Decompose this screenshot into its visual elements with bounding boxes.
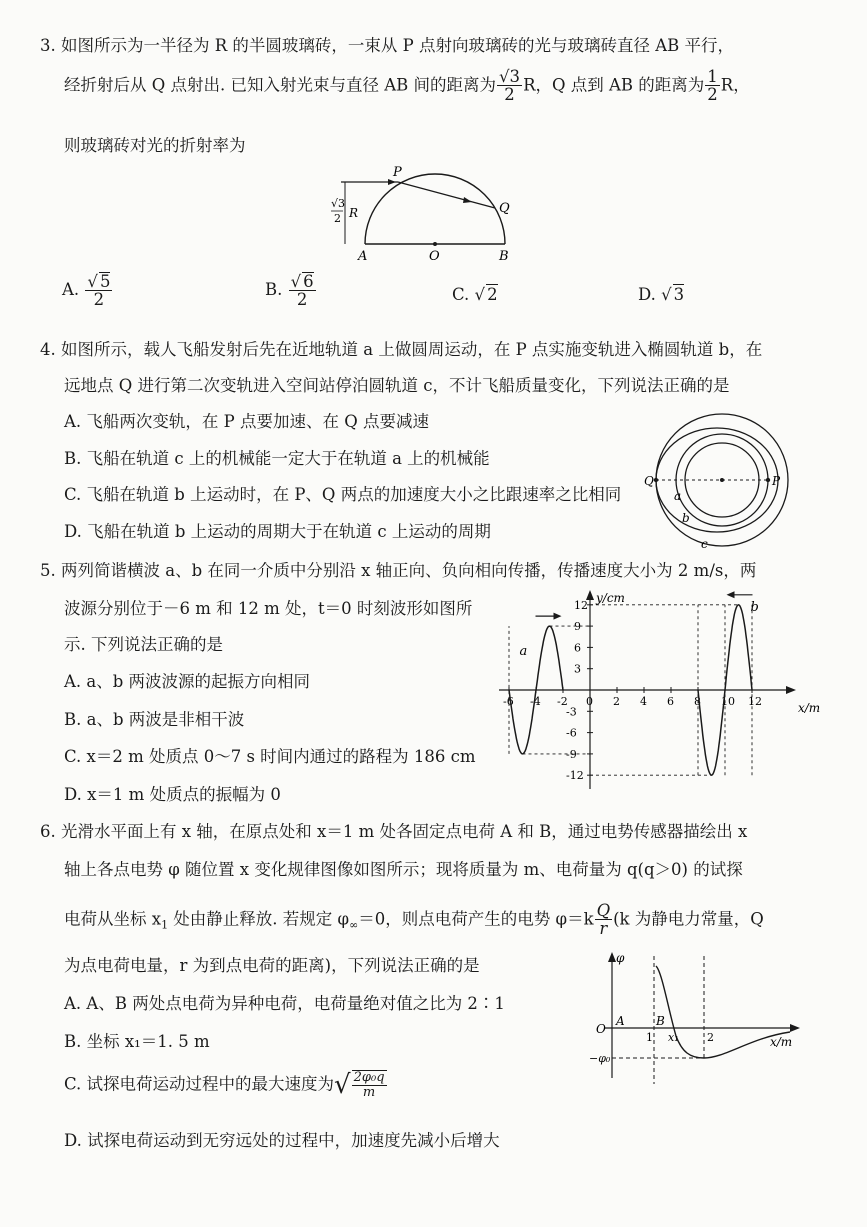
- q5-option-d[interactable]: D. x＝1 m 处质点的振幅为 0: [64, 785, 281, 804]
- q3-line3: 则玻璃砖对光的折射率为: [64, 136, 246, 155]
- q3-option-c[interactable]: C. √ 2: [452, 284, 498, 304]
- label-x1: x₁: [668, 1031, 679, 1044]
- x-tick-label: -6: [503, 695, 514, 708]
- q6-text-1: 光滑水平面上有 x 轴，在原点处和 x＝1 m 处各固定点电荷 A 和 B，通过电势传感器描绘出 x: [61, 822, 748, 841]
- q6-line3: 电荷从坐标 $x_1$ 处由静止释放. 若规定 $\varphi_\infty=0$，则点电荷产生的电势 φ＝k $\frac{Q}{r}$ (k 为静电力常量，Q: [64, 901, 764, 939]
- label-phi: φ: [616, 951, 625, 965]
- y-axis-label: y/cm: [596, 591, 625, 605]
- x-tick-label: 2: [613, 695, 620, 708]
- y-tick-label: 9: [574, 620, 581, 634]
- refracted-arrow-icon: [463, 197, 472, 203]
- q3-text-2a: 经折射后从 Q 点射出. 已知入射光束与直径 AB 间的距离为: [64, 75, 497, 95]
- earth-center: [720, 478, 724, 482]
- y-tick-label: 12: [574, 598, 588, 612]
- q5-line3: 示. 下列说法正确的是: [64, 635, 223, 654]
- q5-line1: [40, 557, 756, 581]
- q6-number: 6.: [40, 822, 56, 841]
- label-neg-phi0: −φ₀: [589, 1052, 611, 1065]
- q5-wave-chart: [495, 588, 820, 793]
- q6-option-a[interactable]: A. A、B 两处点电荷为异种电荷，电荷量绝对值之比为 2∶1: [64, 994, 505, 1013]
- label-O: O: [429, 249, 440, 264]
- label-Q: Q: [644, 474, 654, 488]
- point-P: [766, 478, 770, 482]
- q4-text-1: 如图所示，载人飞船发射后先在近地轨道 a 上做圆周运动，在 P 点实施变轨进入椭圆轨道 b，在: [61, 340, 763, 359]
- x-tick-label: 10: [721, 695, 735, 708]
- q4-option-a[interactable]: A. 飞船两次变轨，在 P 点要加速、在 Q 点要减速: [64, 412, 430, 431]
- x-tick-label: 4: [640, 695, 647, 708]
- q5-line2: 波源分别位于－6 m 和 12 m 处，t＝0 时刻波形如图所: [64, 599, 473, 618]
- q6-line1: [40, 818, 747, 842]
- x-axis-arrow-icon: [786, 686, 796, 694]
- y-tick-label: -12: [566, 769, 584, 783]
- label-B: B: [499, 249, 509, 264]
- label-b: b: [682, 511, 690, 525]
- x-axis-arrow-icon: [790, 1024, 800, 1032]
- x-axis-label: x/m: [798, 701, 821, 715]
- wave-label-b: b: [750, 599, 759, 615]
- q3-frac-sqrt3-over-2: $\frac{√3}{2}$: [499, 67, 521, 105]
- label-a: a: [674, 489, 682, 503]
- q4-option-d[interactable]: D. 飞船在轨道 b 上运动的周期大于在轨道 c 上运动的周期: [64, 522, 491, 541]
- q5-option-c[interactable]: C. x＝2 m 处质点 0～7 s 时间内通过的路程为 186 cm: [64, 747, 476, 766]
- q6-line4: 为点电荷电量，r 为到点电荷的距离)，下列说法正确的是: [64, 956, 480, 975]
- q6-potential-graph: [590, 948, 805, 1088]
- x-tick-label: 12: [748, 695, 762, 708]
- label-Q: Q: [499, 201, 510, 216]
- label-dist-den: 2: [334, 212, 341, 225]
- x-tick-label: 6: [667, 695, 674, 708]
- q4-orbit-figure: [646, 404, 798, 550]
- label-2: 2: [707, 1031, 714, 1044]
- x-tick-label: 0: [586, 695, 593, 708]
- y-axis-arrow-icon: [608, 952, 616, 962]
- arrow-left-icon: [727, 591, 735, 598]
- label-xm: x/m: [770, 1035, 793, 1049]
- q4-line2: 远地点 Q 进行第二次变轨进入空间站停泊圆轨道 c，不计飞船质量变化，下列说法正确的是: [64, 376, 730, 395]
- label-dist-R: R: [349, 206, 359, 220]
- q6-option-b[interactable]: B. 坐标 x₁＝1. 5 m: [64, 1032, 210, 1051]
- y-tick-label: -9: [566, 747, 577, 761]
- x-tick-label: -2: [557, 695, 568, 708]
- q3-text-1: 如图所示为一半径为 R 的半圆玻璃砖，一束从 P 点射向玻璃砖的光与玻璃砖直径 AB 平行，: [61, 36, 735, 55]
- q6-line2: 轴上各点电势 φ 随位置 x 变化规律图像如图所示；现将质量为 m、电荷量为 q(q＞0) 的试探: [64, 860, 743, 879]
- q5-option-b[interactable]: B. a、b 两波是非相干波: [64, 710, 245, 729]
- q3-text-2c: R，: [720, 75, 750, 95]
- x-tick-label: -4: [530, 695, 541, 708]
- q3-figure: [325, 160, 530, 265]
- label-B: B: [656, 1014, 665, 1028]
- label-1: 1: [646, 1031, 653, 1044]
- label-A: A: [358, 249, 368, 264]
- y-tick-label: -3: [566, 705, 577, 719]
- semicircle-arc: [365, 174, 505, 244]
- q3-option-a[interactable]: A. √ $\frac{5}{2}$: [62, 272, 113, 309]
- q3-text-2b: R，Q 点到 AB 的距离为: [523, 75, 705, 95]
- refracted-ray: [398, 182, 495, 208]
- q3-line1: [40, 32, 734, 56]
- q4-line1: [40, 336, 762, 360]
- q4-option-b[interactable]: B. 飞船在轨道 c 上的机械能一定大于在轨道 a 上的机械能: [64, 449, 490, 468]
- q3-option-d[interactable]: D. √ 3: [638, 284, 684, 304]
- q4-number: 4.: [40, 340, 56, 359]
- q3-frac-half: $\frac{1}{2}$: [707, 67, 718, 105]
- label-P: P: [393, 165, 402, 180]
- q6-option-d[interactable]: D. 试探电荷运动到无穷远处的过程中，加速度先减小后增大: [64, 1131, 500, 1150]
- label-O: O: [596, 1022, 606, 1036]
- q3-option-b[interactable]: B. √ $\frac{6}{2}$: [265, 272, 317, 309]
- q3-line2: [64, 68, 750, 104]
- x-tick-label: 8: [694, 695, 701, 708]
- point-Q: [654, 478, 658, 482]
- label-c: c: [701, 537, 708, 551]
- q5-number: 5.: [40, 561, 56, 580]
- q5-text-1: 两列简谐横波 a、b 在同一介质中分别沿 x 轴正向、负向相向传播，传播速度大小为 2 m/s，两: [61, 561, 757, 580]
- label-dist-num: √3: [331, 197, 346, 210]
- q3-number: 3.: [40, 36, 56, 55]
- q5-option-a[interactable]: A. a、b 两波波源的起振方向相同: [64, 672, 311, 691]
- label-P: P: [772, 474, 781, 488]
- y-tick-label: 3: [574, 662, 581, 676]
- wave-label-a: a: [519, 643, 528, 659]
- y-tick-label: 6: [574, 641, 581, 655]
- label-A: A: [616, 1014, 625, 1028]
- center-O: [433, 242, 437, 246]
- q4-option-c[interactable]: C. 飞船在轨道 b 上运动时，在 P、Q 两点的加速度大小之比跟速率之比相同: [64, 485, 622, 504]
- y-tick-label: -6: [566, 726, 577, 740]
- q6-option-c[interactable]: C. 试探电荷运动过程中的最大速度为√ $\frac{\text{2φ₀q}}{m}$: [64, 1070, 388, 1100]
- arrow-right-icon: [554, 613, 562, 620]
